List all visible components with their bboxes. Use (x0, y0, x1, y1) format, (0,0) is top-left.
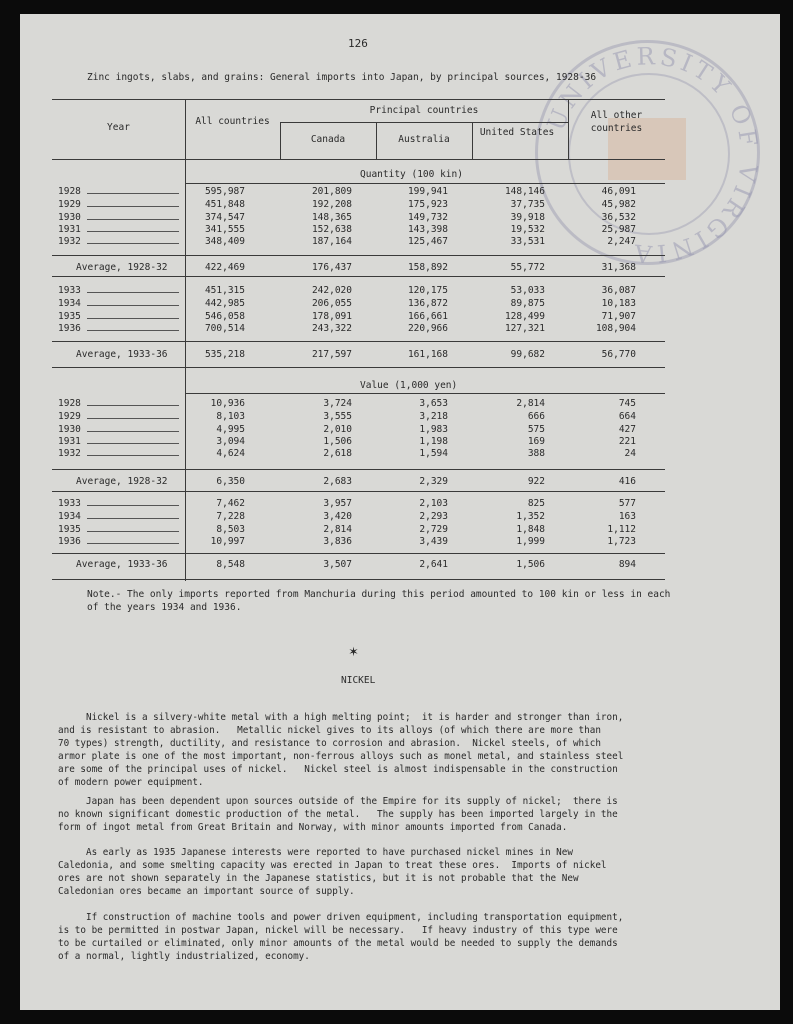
average-cell: 158,892 (407, 262, 448, 273)
table-cell: 143,398 (407, 224, 448, 235)
table-cell: 3,218 (419, 411, 448, 422)
table-cell: 36,532 (601, 212, 636, 223)
table-cell: 169 (527, 436, 545, 447)
row-leader (87, 518, 179, 519)
table-cell: 3,094 (216, 436, 245, 447)
paragraph-line: is to be permitted in postwar Japan, nickel will be necessary. If heavy industry of this type were (58, 925, 618, 936)
table-cell: 427 (618, 424, 636, 435)
paragraph-line: form of ingot metal from Great Britain and Norway, with minor amounts imported from Canada. (58, 822, 568, 833)
average-cell: 3,507 (323, 559, 352, 570)
row-leader (87, 330, 179, 331)
table-cell: 206,055 (311, 298, 352, 309)
header-australia: Australia (398, 134, 450, 145)
table-cell: 242,020 (311, 285, 352, 296)
table-cell: 166,661 (407, 311, 448, 322)
table-cell: 152,638 (311, 224, 352, 235)
section-title-1: Value (1,000 yen) (360, 380, 458, 391)
table-cell: 3,653 (419, 398, 448, 409)
table-cell: 442,985 (204, 298, 245, 309)
table-cell: 163 (618, 511, 636, 522)
row-year: 1935 (58, 311, 81, 322)
table-cell: 127,321 (504, 323, 545, 334)
table-cell: 1,848 (516, 524, 545, 535)
table-cell: 1,352 (516, 511, 545, 522)
table-cell: 2,103 (419, 498, 448, 509)
table-cell: 120,175 (407, 285, 448, 296)
table-cell: 3,439 (419, 536, 448, 547)
page-number: 126 (348, 37, 368, 50)
paragraph (58, 795, 665, 834)
principal-rule (280, 122, 568, 123)
row-year: 1933 (58, 285, 81, 296)
table-cell: 2,618 (323, 448, 352, 459)
table-cell: 125,467 (407, 236, 448, 247)
header-all-other: All other countries (590, 110, 643, 134)
row-leader (87, 193, 179, 194)
average-cell: 2,683 (323, 476, 352, 487)
table-cell: 2,293 (419, 511, 448, 522)
table-cell: 178,091 (311, 311, 352, 322)
table-cell: 148,146 (504, 186, 545, 197)
header-united-states: United States (479, 127, 555, 138)
paragraph-line: are some of the principal uses of nickel. Nickel steel is almost indispensable in the construction (58, 764, 618, 775)
row-year: 1928 (58, 398, 81, 409)
table-top-rule (52, 99, 665, 100)
table-cell: 2,814 (323, 524, 352, 535)
table-cell: 36,087 (601, 285, 636, 296)
paragraph-line: and is resistant to abrasion. Metallic nickel gives to its alloys (of which there are more than (58, 725, 601, 736)
header-canada: Canada (310, 134, 346, 145)
average-rule-bottom (52, 276, 665, 277)
average-rule-bottom (52, 367, 665, 368)
table-cell: 46,091 (601, 186, 636, 197)
table-cell: 666 (527, 411, 545, 422)
paragraph-line: of a normal, lightly industrialized, economy. (58, 951, 310, 962)
row-leader (87, 305, 179, 306)
table-cell: 199,941 (407, 186, 448, 197)
average-cell: 176,437 (311, 262, 352, 273)
paragraph-line: no known significant domestic production of the metal. The supply has been imported largely in the (58, 809, 618, 820)
table-cell: 8,103 (216, 411, 245, 422)
average-cell: 2,329 (419, 476, 448, 487)
table-cell: 451,315 (204, 285, 245, 296)
section-divider-ornament: ✶ (349, 642, 359, 660)
average-rule-top (52, 341, 665, 342)
row-year: 1929 (58, 199, 81, 210)
table-cell: 8,503 (216, 524, 245, 535)
paragraph-line: Japan has been dependent upon sources outside of the Empire for its supply of nickel; there is (58, 796, 618, 807)
table-cell: 546,058 (204, 311, 245, 322)
average-rule-bottom (52, 579, 665, 580)
table-cell: 128,499 (504, 311, 545, 322)
average-label: Average, 1933-36 (76, 349, 168, 360)
row-leader (87, 531, 179, 532)
table-cell: 3,957 (323, 498, 352, 509)
seal-text: UNIVERSITY OF VIRGINIA (541, 43, 763, 268)
table-cell: 4,995 (216, 424, 245, 435)
row-year: 1935 (58, 524, 81, 535)
table-cell: 577 (618, 498, 636, 509)
table-cell: 2,814 (516, 398, 545, 409)
row-leader (87, 405, 179, 406)
row-leader (87, 443, 179, 444)
average-cell: 2,641 (419, 559, 448, 570)
row-year: 1934 (58, 511, 81, 522)
table-cell: 2,729 (419, 524, 448, 535)
header-all-countries: All countries (195, 116, 270, 127)
table-cell: 7,228 (216, 511, 245, 522)
table-cell: 45,982 (601, 199, 636, 210)
table-cell: 1,594 (419, 448, 448, 459)
table-cell: 1,723 (607, 536, 636, 547)
table-cell: 2,010 (323, 424, 352, 435)
average-cell: 1,506 (516, 559, 545, 570)
paragraph (58, 846, 665, 898)
table-cell: 374,547 (204, 212, 245, 223)
table-cell: 388 (527, 448, 545, 459)
row-leader (87, 292, 179, 293)
row-year: 1933 (58, 498, 81, 509)
table-cell: 53,033 (510, 285, 545, 296)
paragraph (58, 711, 665, 789)
table-cell: 1,506 (323, 436, 352, 447)
average-rule-top (52, 255, 665, 256)
row-leader (87, 219, 179, 220)
table-cell: 2,247 (607, 236, 636, 247)
average-rule-top (52, 469, 665, 470)
average-cell: 416 (618, 476, 636, 487)
row-year: 1930 (58, 424, 81, 435)
table-cell: 341,555 (204, 224, 245, 235)
table-cell: 187,164 (311, 236, 352, 247)
table-cell: 89,875 (510, 298, 545, 309)
paragraph-line: ores are not shown separately in the Japanese statistics, but it is not probable that the New (58, 873, 579, 884)
header-principal-countries: Principal countries (369, 105, 479, 116)
average-rule-top (52, 553, 665, 554)
table-cell: 3,836 (323, 536, 352, 547)
average-label: Average, 1933-36 (76, 559, 168, 570)
table-cell: 3,420 (323, 511, 352, 522)
row-leader (87, 418, 179, 419)
table-note: Note.- The only imports reported from Manchuria during this period amounted to 100 kin or less in each of the years 1934 and 1936. (87, 589, 671, 613)
row-leader (87, 243, 179, 244)
row-year: 1932 (58, 448, 81, 459)
average-cell: 922 (527, 476, 545, 487)
table-cell: 595,987 (204, 186, 245, 197)
row-leader (87, 543, 179, 544)
average-cell: 217,597 (311, 349, 352, 360)
paragraph-line: of modern power equipment. (58, 777, 204, 788)
average-cell: 99,682 (510, 349, 545, 360)
table-cell: 1,112 (607, 524, 636, 535)
section-rule-0 (185, 183, 665, 184)
header-year: Year (107, 122, 130, 133)
table-cell: 575 (527, 424, 545, 435)
paragraph (58, 911, 665, 963)
average-cell: 6,350 (216, 476, 245, 487)
table-cell: 4,624 (216, 448, 245, 459)
table-cell: 33,531 (510, 236, 545, 247)
row-year: 1936 (58, 323, 81, 334)
table-cell: 7,462 (216, 498, 245, 509)
table-cell: 451,848 (204, 199, 245, 210)
table-cell: 745 (618, 398, 636, 409)
table-cell: 664 (618, 411, 636, 422)
paragraph-line: Nickel is a silvery-white metal with a high melting point; it is harder and stronger than iron, (58, 712, 624, 723)
table-cell: 10,183 (601, 298, 636, 309)
table-cell: 243,322 (311, 323, 352, 334)
row-year: 1932 (58, 236, 81, 247)
average-cell: 8,548 (216, 559, 245, 570)
table-cell: 71,907 (601, 311, 636, 322)
table-cell: 348,409 (204, 236, 245, 247)
row-leader (87, 206, 179, 207)
table-cell: 37,735 (510, 199, 545, 210)
paragraph-line: to be curtailed or eliminated, only minor amounts of the metal would be needed to supply the demands (58, 938, 618, 949)
paragraph-line: 70 types) strength, ductility, and resistance to corrosion and abrasion. Nickel steels, of which (58, 738, 601, 749)
paragraph-line: Caledonia, and some smelting capacity was erected in Japan to treat these ores. Imports of nickel (58, 860, 607, 871)
average-cell: 422,469 (204, 262, 245, 273)
average-cell: 535,218 (204, 349, 245, 360)
row-year: 1928 (58, 186, 81, 197)
table-cell: 1,999 (516, 536, 545, 547)
table-cell: 1,983 (419, 424, 448, 435)
average-label: Average, 1928-32 (76, 262, 168, 273)
table-cell: 19,532 (510, 224, 545, 235)
section-rule-1 (185, 393, 665, 394)
row-leader (87, 431, 179, 432)
row-year: 1936 (58, 536, 81, 547)
row-year: 1931 (58, 436, 81, 447)
average-cell: 56,770 (601, 349, 636, 360)
average-cell: 161,168 (407, 349, 448, 360)
table-cell: 201,809 (311, 186, 352, 197)
average-cell: 894 (618, 559, 636, 570)
section-title: NICKEL (341, 675, 376, 686)
row-leader (87, 455, 179, 456)
average-cell: 31,368 (601, 262, 636, 273)
paragraph-line: If construction of machine tools and power driven equipment, including transportation equipment, (58, 912, 624, 923)
paragraph-line: Caledonian ores became an important source of supply. (58, 886, 355, 897)
table-cell: 148,365 (311, 212, 352, 223)
table-caption: Zinc ingots, slabs, and grains: General imports into Japan, by principal sources, 1928-36 (87, 72, 597, 83)
table-cell: 700,514 (204, 323, 245, 334)
table-cell: 175,923 (407, 199, 448, 210)
table-cell: 825 (527, 498, 545, 509)
table-cell: 108,904 (595, 323, 636, 334)
table-cell: 24 (624, 448, 636, 459)
row-leader (87, 318, 179, 319)
table-cell: 39,918 (510, 212, 545, 223)
average-cell: 55,772 (510, 262, 545, 273)
table-cell: 10,936 (210, 398, 245, 409)
table-cell: 25,987 (601, 224, 636, 235)
row-year: 1934 (58, 298, 81, 309)
row-leader (87, 505, 179, 506)
table-cell: 149,732 (407, 212, 448, 223)
table-cell: 3,724 (323, 398, 352, 409)
paragraph-line: As early as 1935 Japanese interests were reported to have purchased nickel mines in New (58, 847, 573, 858)
table-cell: 3,555 (323, 411, 352, 422)
paragraph-line: armor plate is one of the most important, non-ferrous alloys such as monel metal, and stainless steel (58, 751, 624, 762)
row-leader (87, 231, 179, 232)
table-cell: 136,872 (407, 298, 448, 309)
average-label: Average, 1928-32 (76, 476, 168, 487)
table-cell: 1,198 (419, 436, 448, 447)
row-year: 1930 (58, 212, 81, 223)
average-rule-bottom (52, 491, 665, 492)
row-year: 1931 (58, 224, 81, 235)
table-cell: 192,208 (311, 199, 352, 210)
table-cell: 221 (618, 436, 636, 447)
row-year: 1929 (58, 411, 81, 422)
table-cell: 220,966 (407, 323, 448, 334)
section-title-0: Quantity (100 kin) (360, 169, 463, 180)
header-bottom-rule (52, 159, 665, 160)
table-cell: 10,997 (210, 536, 245, 547)
